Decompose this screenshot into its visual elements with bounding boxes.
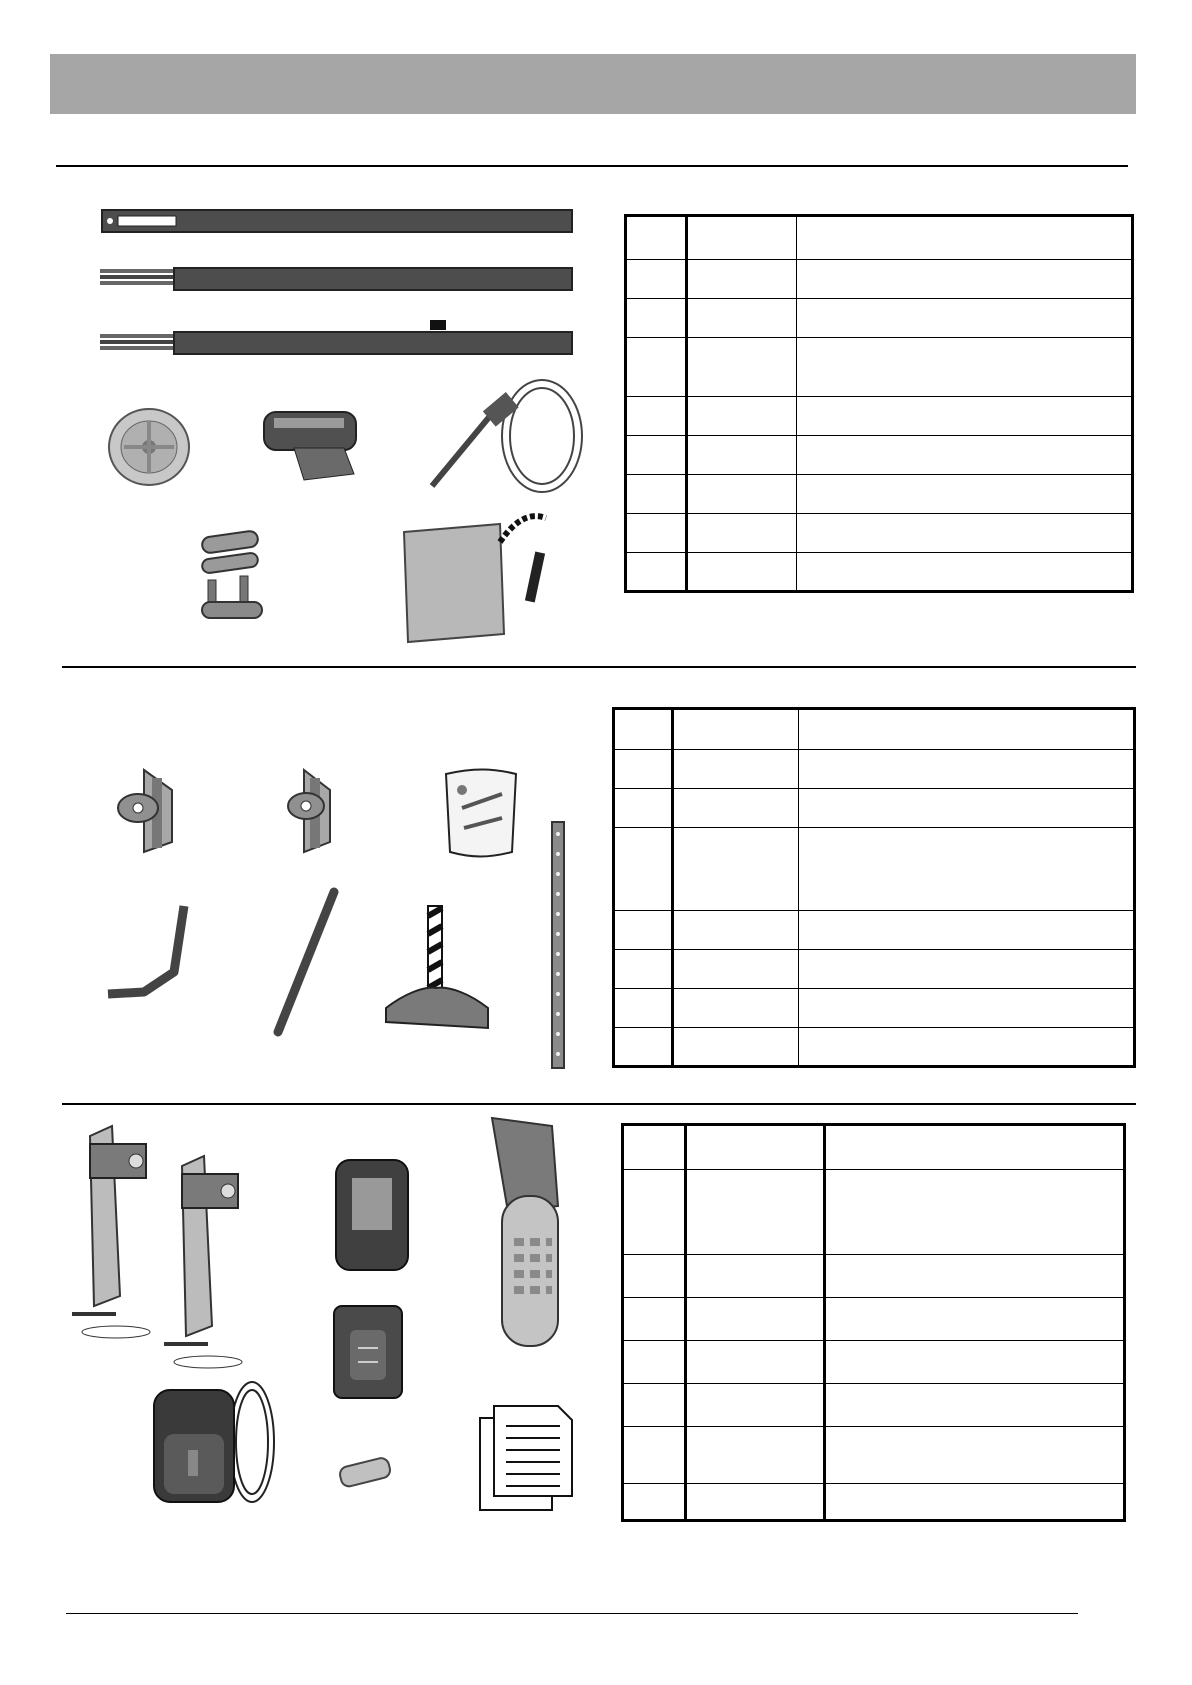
- table-row: [614, 1028, 1135, 1067]
- table-cell: [623, 1384, 686, 1427]
- section-divider-lower: [62, 1103, 1136, 1105]
- table-cell: [614, 789, 673, 828]
- table-cell: [614, 989, 673, 1028]
- remote-transmitter-illustration: [334, 1156, 414, 1274]
- table-row: [623, 1255, 1125, 1298]
- table-header-cell: [799, 709, 1135, 750]
- table-cell: [673, 789, 799, 828]
- table-cell: [623, 1170, 686, 1255]
- table-cell: [825, 1170, 1125, 1255]
- table-cell: [673, 950, 799, 989]
- table-cell: [797, 553, 1133, 592]
- table-row: [626, 299, 1133, 338]
- table-header-cell: [687, 216, 797, 260]
- rail-middle-section-illustration: [100, 266, 575, 292]
- table-cell: [626, 338, 687, 397]
- table-cell: [825, 1255, 1125, 1298]
- table-cell: [614, 750, 673, 789]
- table-header-cell: [614, 709, 673, 750]
- header-bar: [50, 54, 1136, 114]
- cable-release-illustration: [430, 376, 590, 496]
- perforated-strap-long-illustration: [550, 820, 566, 1070]
- battery-illustration: [336, 1456, 396, 1490]
- table-cell: [626, 553, 687, 592]
- table-cell: [799, 750, 1135, 789]
- table-cell: [686, 1341, 825, 1384]
- table-cell: [686, 1384, 825, 1427]
- table-header-cell: [825, 1125, 1125, 1170]
- table-cell: [799, 1028, 1135, 1067]
- door-bracket-left-illustration: [114, 766, 184, 856]
- table-cell: [797, 338, 1133, 397]
- table-cell: [797, 299, 1133, 338]
- table-cell: [626, 260, 687, 299]
- straight-door-arm-illustration: [270, 888, 340, 1038]
- table-cell: [687, 436, 797, 475]
- rail-front-section-illustration: [100, 208, 575, 234]
- parts-table-rail-and-motor: [624, 214, 1134, 593]
- table-row: [614, 789, 1135, 828]
- table-cell: [686, 1427, 825, 1484]
- table-row: [626, 260, 1133, 299]
- table-cell: [626, 475, 687, 514]
- table-cell: [623, 1255, 686, 1298]
- table-cell: [686, 1298, 825, 1341]
- rail-rear-section-illustration: [100, 320, 575, 356]
- table-cell: [626, 397, 687, 436]
- table-row: [626, 475, 1133, 514]
- table-header-cell: [626, 216, 687, 260]
- table-cell: [623, 1484, 686, 1521]
- table-cell: [623, 1298, 686, 1341]
- emergency-release-handle-illustration: [384, 904, 494, 1034]
- table-cell: [686, 1484, 825, 1521]
- table-row: [626, 397, 1133, 436]
- table-cell: [626, 436, 687, 475]
- wall-control-with-wire-illustration: [152, 1382, 282, 1508]
- motor-unit-with-chain-illustration: [400, 512, 570, 646]
- table-row: [614, 750, 1135, 789]
- table-row: [626, 338, 1133, 397]
- table-cell: [687, 260, 797, 299]
- table-header-cell: [686, 1125, 825, 1170]
- wireless-keypad-illustration: [488, 1116, 568, 1356]
- table-cell: [614, 911, 673, 950]
- table-row: [623, 1384, 1125, 1427]
- section-divider-top: [56, 165, 1128, 167]
- table-header-cell: [623, 1125, 686, 1170]
- footer-rule: [66, 1613, 1078, 1614]
- curved-door-arm-illustration: [104, 902, 194, 1006]
- table-cell: [799, 789, 1135, 828]
- documentation-papers-icon: [478, 1404, 574, 1512]
- table-cell: [673, 828, 799, 911]
- screw-hardware-bag-illustration: [442, 768, 522, 858]
- table-row: [614, 950, 1135, 989]
- table-cell: [797, 475, 1133, 514]
- table-cell: [825, 1384, 1125, 1427]
- table-cell: [797, 436, 1133, 475]
- visor-clip-transmitter-illustration: [330, 1302, 410, 1402]
- safety-sensor-pair-illustration: [62, 1126, 262, 1366]
- table-header-cell: [673, 709, 799, 750]
- table-row: [623, 1484, 1125, 1521]
- table-row: [623, 1170, 1125, 1255]
- table-cell: [687, 514, 797, 553]
- table-row: [614, 828, 1135, 911]
- table-row: [614, 911, 1135, 950]
- table-cell: [687, 299, 797, 338]
- table-cell: [797, 260, 1133, 299]
- table-cell: [797, 514, 1133, 553]
- table-cell: [799, 989, 1135, 1028]
- table-row: [623, 1427, 1125, 1484]
- door-bracket-right-illustration: [284, 766, 354, 856]
- table-cell: [687, 397, 797, 436]
- table-cell: [799, 828, 1135, 911]
- table-cell: [614, 828, 673, 911]
- table-cell: [799, 950, 1135, 989]
- table-cell: [825, 1427, 1125, 1484]
- parts-table-mounting-hardware: [612, 707, 1136, 1068]
- table-cell: [673, 750, 799, 789]
- table-cell: [825, 1298, 1125, 1341]
- table-cell: [797, 397, 1133, 436]
- table-row: [626, 514, 1133, 553]
- table-cell: [687, 338, 797, 397]
- table-cell: [626, 299, 687, 338]
- table-cell: [673, 911, 799, 950]
- table-row: [623, 1341, 1125, 1384]
- table-cell: [623, 1427, 686, 1484]
- table-row: [614, 989, 1135, 1028]
- table-cell: [623, 1341, 686, 1384]
- table-cell: [825, 1484, 1125, 1521]
- table-cell: [686, 1170, 825, 1255]
- table-cell: [799, 911, 1135, 950]
- table-cell: [673, 989, 799, 1028]
- table-cell: [686, 1255, 825, 1298]
- parts-table-accessories: [621, 1123, 1126, 1522]
- table-cell: [687, 475, 797, 514]
- table-row: [626, 553, 1133, 592]
- table-cell: [687, 553, 797, 592]
- chain-connector-link-illustration: [196, 530, 276, 626]
- table-cell: [614, 1028, 673, 1067]
- table-cell: [626, 514, 687, 553]
- idler-pulley-illustration: [104, 402, 194, 492]
- table-cell: [673, 1028, 799, 1067]
- table-row: [626, 436, 1133, 475]
- table-header-cell: [797, 216, 1133, 260]
- table-row: [623, 1298, 1125, 1341]
- table-cell: [825, 1341, 1125, 1384]
- section-divider-middle: [62, 666, 1136, 668]
- table-cell: [614, 950, 673, 989]
- trolley-carriage-illustration: [254, 404, 374, 484]
